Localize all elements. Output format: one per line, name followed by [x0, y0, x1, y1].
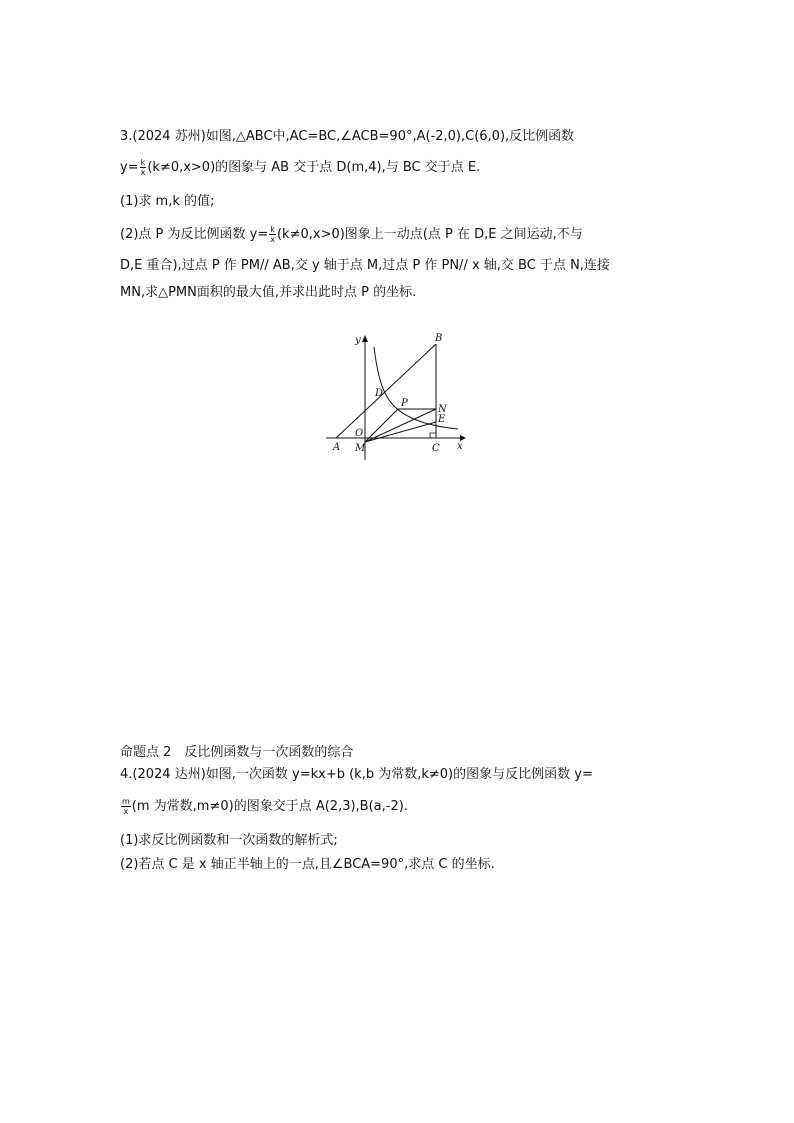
- q3-line1: 3.(2024 苏州)如图,△ABC中,AC=BC,∠ACB=90°,A(-2,0),C(6,0),反比例函数: [120, 129, 575, 144]
- q3-line2-rest: (k≠0,x>0)的图象与 AB 交于点 D(m,4),与 BC 交于点 E.: [147, 160, 481, 175]
- q4-part2: (2)若点 C 是 x 轴正半轴上的一点,且∠BCA=90°,求点 C 的坐标.: [120, 857, 495, 872]
- y-axis-arrow: [362, 335, 368, 342]
- label-y: y: [355, 335, 361, 346]
- section-title: 命题点 2 反比例函数与一次函数的综合: [120, 745, 354, 760]
- label-C: C: [432, 443, 440, 454]
- q3-y-equals: y=: [120, 160, 139, 175]
- q3-part2-fraction: [269, 225, 276, 244]
- label-E: E: [438, 414, 446, 425]
- q3-line2: [120, 158, 480, 177]
- q3-frac-den: x: [140, 168, 146, 177]
- q4-line2: [120, 797, 408, 816]
- label-A: A: [333, 442, 341, 453]
- label-B: B: [435, 333, 443, 344]
- q3-part2-a: (2)点 P 为反比例函数 y=: [120, 227, 269, 242]
- q4-line2-rest: (m 为常数,m≠0)的图象交于点 A(2,3),B(a,-2).: [131, 799, 408, 814]
- label-P: P: [401, 398, 408, 409]
- q4-frac-num: m: [122, 797, 130, 806]
- q4-fraction: [121, 797, 131, 816]
- geometry-figure: [322, 330, 472, 465]
- label-D: D: [375, 388, 384, 399]
- q3-part1: (1)求 m,k 的值;: [120, 194, 215, 209]
- q4-part1: (1)求反比例函数和一次函数的解析式;: [120, 833, 338, 848]
- q4-frac-den: x: [123, 807, 129, 816]
- q3-part2-frac-den: x: [270, 235, 275, 244]
- label-M: M: [355, 443, 366, 454]
- label-x: x: [457, 441, 463, 452]
- label-N: N: [438, 404, 447, 415]
- q3-part2-frac-num: k: [270, 225, 275, 234]
- q3-part2-b: (k≠0,x>0)图象上一动点(点 P 在 D,E 之间运动,不与: [276, 227, 583, 242]
- q4-line1: 4.(2024 达州)如图,一次函数 y=kx+b (k,b 为常数,k≠0)的图象与反比例函数 y=: [120, 767, 593, 782]
- q3-part2-line1: [120, 225, 583, 244]
- right-angle-mark: [430, 433, 436, 438]
- label-O: O: [355, 428, 364, 439]
- q3-part2-line2: D,E 重合),过点 P 作 PM// AB,交 y 轴于点 M,过点 P 作 PN// x 轴,交 BC 于点 N,连接: [120, 258, 610, 273]
- hyperbola-curve: [374, 347, 458, 429]
- segment-AB: [336, 344, 436, 438]
- q3-part2-line3: MN,求△PMN面积的最大值,并求出此时点 P 的坐标.: [120, 285, 417, 300]
- q3-frac-num: k: [140, 158, 146, 167]
- q3-fraction: [140, 158, 147, 177]
